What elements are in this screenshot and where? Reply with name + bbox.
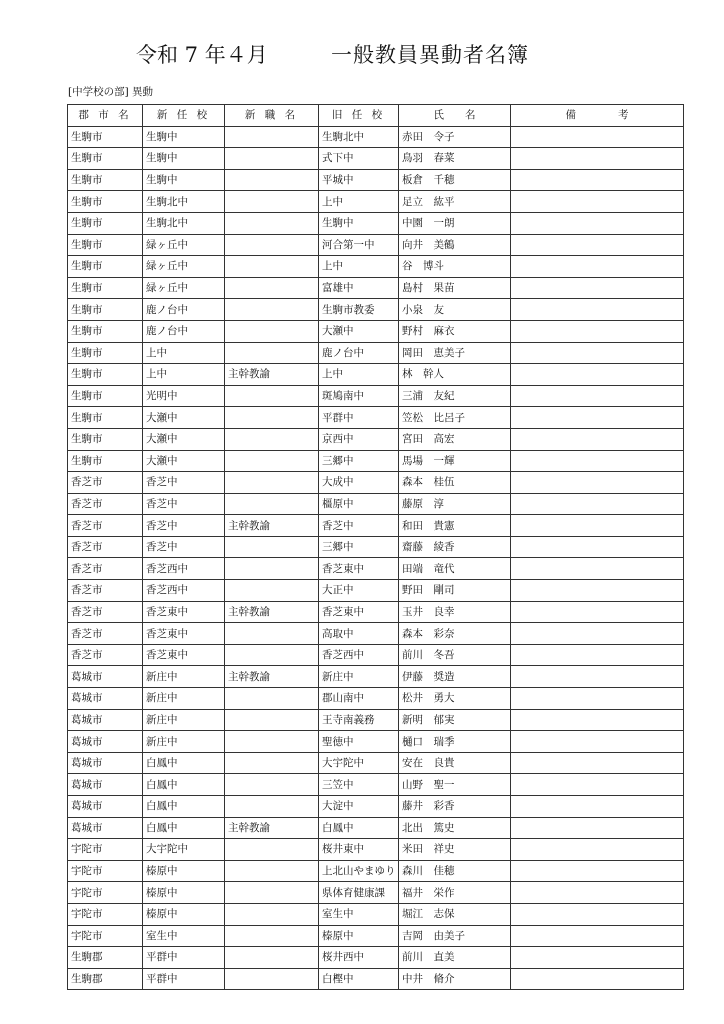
cell-new-school: 新庄中 [143, 709, 225, 731]
document-title [0, 38, 724, 72]
column-header-former-school: 旧 任 校 [319, 105, 399, 127]
cell-new-school: 上中 [143, 342, 225, 364]
cell-former-school: 白樫中 [319, 968, 399, 990]
cell-district: 香芝市 [68, 623, 143, 645]
cell-new-position [225, 644, 319, 666]
column-header-remarks: 備 考 [511, 105, 684, 127]
table-row [68, 493, 684, 515]
cell-district: 葛城市 [68, 666, 143, 688]
cell-new-position [225, 148, 319, 170]
cell-district: 生駒郡 [68, 968, 143, 990]
cell-name: 林 幹人 [399, 364, 511, 386]
cell-new-position [225, 450, 319, 472]
cell-new-school: 鹿ノ台中 [143, 320, 225, 342]
cell-new-school: 新庄中 [143, 666, 225, 688]
cell-remarks [511, 709, 684, 731]
cell-former-school: 桜井東中 [319, 839, 399, 861]
table-row [68, 148, 684, 170]
table-row [68, 709, 684, 731]
table-row [68, 882, 684, 904]
cell-new-school: 光明中 [143, 385, 225, 407]
cell-new-position [225, 774, 319, 796]
cell-new-school: 大瀬中 [143, 428, 225, 450]
cell-new-position: 主幹教諭 [225, 515, 319, 537]
column-header-new-position: 新 職 名 [225, 105, 319, 127]
cell-former-school: 式下中 [319, 148, 399, 170]
cell-remarks [511, 212, 684, 234]
cell-new-position [225, 752, 319, 774]
cell-new-position [225, 320, 319, 342]
table-row [68, 601, 684, 623]
table-header-row [68, 105, 684, 127]
table-row [68, 731, 684, 753]
cell-remarks [511, 342, 684, 364]
cell-remarks [511, 925, 684, 947]
cell-remarks [511, 774, 684, 796]
cell-remarks [511, 428, 684, 450]
table-row [68, 623, 684, 645]
cell-former-school: 榛原中 [319, 925, 399, 947]
cell-name: 笠松 比呂子 [399, 407, 511, 429]
cell-new-school: 新庄中 [143, 731, 225, 753]
cell-name: 山野 聖一 [399, 774, 511, 796]
cell-former-school: 大宇陀中 [319, 752, 399, 774]
cell-name: 松井 勇大 [399, 688, 511, 710]
cell-remarks [511, 450, 684, 472]
transfer-roster-table [67, 104, 684, 990]
cell-district: 生駒市 [68, 256, 143, 278]
cell-former-school: 平城中 [319, 169, 399, 191]
cell-new-position [225, 839, 319, 861]
cell-former-school: 高取中 [319, 623, 399, 645]
cell-district: 生駒郡 [68, 947, 143, 969]
cell-district: 宇陀市 [68, 882, 143, 904]
cell-new-position: 主幹教諭 [225, 666, 319, 688]
cell-remarks [511, 364, 684, 386]
table-body [68, 126, 684, 990]
cell-new-position: 主幹教諭 [225, 601, 319, 623]
cell-name: 吉岡 由美子 [399, 925, 511, 947]
cell-new-position [225, 342, 319, 364]
cell-new-position [225, 191, 319, 213]
table-row [68, 277, 684, 299]
cell-new-school: 白鳳中 [143, 774, 225, 796]
cell-district: 生駒市 [68, 364, 143, 386]
cell-remarks [511, 126, 684, 148]
cell-district: 宇陀市 [68, 925, 143, 947]
cell-new-school: 白鳳中 [143, 796, 225, 818]
cell-name: 北出 篤史 [399, 817, 511, 839]
table-row [68, 925, 684, 947]
cell-district: 生駒市 [68, 450, 143, 472]
cell-name: 安在 良貴 [399, 752, 511, 774]
cell-name: 中井 脩介 [399, 968, 511, 990]
cell-name: 野村 麻衣 [399, 320, 511, 342]
cell-remarks [511, 515, 684, 537]
cell-district: 生駒市 [68, 212, 143, 234]
cell-new-school: 香芝中 [143, 536, 225, 558]
cell-district: 葛城市 [68, 774, 143, 796]
cell-former-school: 大正中 [319, 580, 399, 602]
cell-new-position [225, 472, 319, 494]
cell-remarks [511, 558, 684, 580]
cell-former-school: 斑鳩南中 [319, 385, 399, 407]
table-row [68, 472, 684, 494]
cell-remarks [511, 839, 684, 861]
table-row [68, 234, 684, 256]
cell-new-school: 大瀬中 [143, 450, 225, 472]
cell-remarks [511, 968, 684, 990]
cell-remarks [511, 796, 684, 818]
cell-former-school: 富雄中 [319, 277, 399, 299]
cell-district: 宇陀市 [68, 839, 143, 861]
table-row [68, 947, 684, 969]
cell-new-school: 香芝東中 [143, 644, 225, 666]
cell-name: 前川 冬吾 [399, 644, 511, 666]
cell-name: 福井 栄作 [399, 882, 511, 904]
cell-name: 森川 佳穂 [399, 860, 511, 882]
cell-remarks [511, 385, 684, 407]
cell-district: 生駒市 [68, 407, 143, 429]
cell-name: 堀江 志保 [399, 903, 511, 925]
cell-former-school: 上中 [319, 256, 399, 278]
cell-district: 香芝市 [68, 644, 143, 666]
cell-new-position [225, 925, 319, 947]
cell-district: 香芝市 [68, 558, 143, 580]
table-row [68, 839, 684, 861]
cell-new-position [225, 558, 319, 580]
cell-remarks [511, 148, 684, 170]
cell-name: 米田 祥史 [399, 839, 511, 861]
cell-district: 生駒市 [68, 277, 143, 299]
cell-district: 香芝市 [68, 472, 143, 494]
cell-remarks [511, 299, 684, 321]
column-header-district: 郡 市 名 [68, 105, 143, 127]
table-row [68, 407, 684, 429]
cell-name: 藤原 淳 [399, 493, 511, 515]
cell-remarks [511, 234, 684, 256]
cell-new-school: 生駒中 [143, 169, 225, 191]
cell-new-school: 榛原中 [143, 903, 225, 925]
cell-remarks [511, 752, 684, 774]
cell-former-school: 桜井西中 [319, 947, 399, 969]
cell-new-school: 緑ヶ丘中 [143, 277, 225, 299]
cell-new-position [225, 688, 319, 710]
cell-former-school: 橿原中 [319, 493, 399, 515]
table-row [68, 212, 684, 234]
cell-former-school: 生駒市教委 [319, 299, 399, 321]
cell-new-position [225, 580, 319, 602]
cell-new-school: 新庄中 [143, 688, 225, 710]
cell-name: 藤井 彩香 [399, 796, 511, 818]
cell-former-school: 河合第一中 [319, 234, 399, 256]
table-row [68, 169, 684, 191]
cell-remarks [511, 947, 684, 969]
cell-former-school: 白鳳中 [319, 817, 399, 839]
cell-name: 和田 貴憲 [399, 515, 511, 537]
cell-district: 生駒市 [68, 299, 143, 321]
cell-name: 馬場 一輝 [399, 450, 511, 472]
cell-district: 宇陀市 [68, 860, 143, 882]
table-row [68, 796, 684, 818]
cell-district: 宇陀市 [68, 903, 143, 925]
cell-name: 前川 直美 [399, 947, 511, 969]
cell-new-position [225, 493, 319, 515]
cell-district: 香芝市 [68, 515, 143, 537]
table-row [68, 688, 684, 710]
cell-name: 小泉 友 [399, 299, 511, 321]
cell-new-position: 主幹教諭 [225, 817, 319, 839]
table-row [68, 515, 684, 537]
table-row [68, 666, 684, 688]
table-row [68, 968, 684, 990]
cell-new-school: 大瀬中 [143, 407, 225, 429]
cell-former-school: 県体育健康課 [319, 882, 399, 904]
table-row [68, 644, 684, 666]
cell-new-school: 生駒北中 [143, 212, 225, 234]
cell-former-school: 三郷中 [319, 450, 399, 472]
cell-new-position [225, 256, 319, 278]
cell-former-school: 三笠中 [319, 774, 399, 796]
cell-new-school: 香芝中 [143, 472, 225, 494]
cell-remarks [511, 623, 684, 645]
table-row [68, 752, 684, 774]
cell-district: 葛城市 [68, 688, 143, 710]
cell-former-school: 香芝西中 [319, 644, 399, 666]
cell-name: 赤田 令子 [399, 126, 511, 148]
cell-former-school: 郡山南中 [319, 688, 399, 710]
cell-new-position [225, 277, 319, 299]
column-header-new-school: 新 任 校 [143, 105, 225, 127]
cell-former-school: 室生中 [319, 903, 399, 925]
cell-remarks [511, 472, 684, 494]
table-row [68, 860, 684, 882]
cell-new-school: 平群中 [143, 968, 225, 990]
cell-remarks [511, 191, 684, 213]
cell-remarks [511, 817, 684, 839]
cell-name: 齋藤 綾香 [399, 536, 511, 558]
cell-remarks [511, 903, 684, 925]
cell-former-school: 大瀬中 [319, 320, 399, 342]
cell-former-school: 上北山やまゆり [319, 860, 399, 882]
cell-name: 岡田 恵美子 [399, 342, 511, 364]
cell-remarks [511, 536, 684, 558]
cell-new-school: 白鳳中 [143, 817, 225, 839]
cell-district: 生駒市 [68, 385, 143, 407]
cell-remarks [511, 277, 684, 299]
cell-former-school: 王寺南義務 [319, 709, 399, 731]
cell-remarks [511, 882, 684, 904]
cell-former-school: 香芝東中 [319, 601, 399, 623]
cell-district: 生駒市 [68, 148, 143, 170]
cell-district: 生駒市 [68, 191, 143, 213]
cell-name: 中園 一朗 [399, 212, 511, 234]
cell-new-school: 大宇陀中 [143, 839, 225, 861]
cell-new-position [225, 903, 319, 925]
cell-name: 板倉 千穂 [399, 169, 511, 191]
cell-new-school: 香芝西中 [143, 558, 225, 580]
cell-former-school: 大淀中 [319, 796, 399, 818]
cell-new-school: 香芝西中 [143, 580, 225, 602]
table-row [68, 428, 684, 450]
cell-remarks [511, 169, 684, 191]
cell-former-school: 平群中 [319, 407, 399, 429]
table-row [68, 342, 684, 364]
cell-name: 野田 剛司 [399, 580, 511, 602]
table-row [68, 364, 684, 386]
cell-district: 生駒市 [68, 342, 143, 364]
cell-name: 玉井 良幸 [399, 601, 511, 623]
table-row [68, 817, 684, 839]
cell-remarks [511, 666, 684, 688]
cell-former-school: 生駒中 [319, 212, 399, 234]
cell-new-position [225, 212, 319, 234]
cell-new-position: 主幹教諭 [225, 364, 319, 386]
cell-district: 生駒市 [68, 320, 143, 342]
cell-district: 香芝市 [68, 536, 143, 558]
cell-name: 三浦 友紀 [399, 385, 511, 407]
cell-new-position [225, 169, 319, 191]
cell-former-school: 香芝中 [319, 515, 399, 537]
table-row [68, 191, 684, 213]
cell-name: 向井 美鶴 [399, 234, 511, 256]
cell-remarks [511, 860, 684, 882]
cell-remarks [511, 731, 684, 753]
title-date: 令和 7 年４月 [136, 43, 268, 67]
table-row [68, 320, 684, 342]
cell-new-school: 香芝東中 [143, 623, 225, 645]
cell-new-school: 上中 [143, 364, 225, 386]
cell-new-position [225, 299, 319, 321]
cell-former-school: 生駒北中 [319, 126, 399, 148]
cell-new-school: 榛原中 [143, 860, 225, 882]
cell-new-position [225, 882, 319, 904]
cell-new-position [225, 731, 319, 753]
table-row [68, 903, 684, 925]
cell-name: 田端 竜代 [399, 558, 511, 580]
cell-new-school: 香芝中 [143, 493, 225, 515]
cell-new-school: 生駒中 [143, 126, 225, 148]
cell-new-school: 白鳳中 [143, 752, 225, 774]
table-row [68, 299, 684, 321]
cell-remarks [511, 320, 684, 342]
cell-name: 森本 桂伍 [399, 472, 511, 494]
table-row [68, 126, 684, 148]
cell-district: 香芝市 [68, 580, 143, 602]
cell-former-school: 京西中 [319, 428, 399, 450]
cell-name: 宮田 高宏 [399, 428, 511, 450]
cell-name: 谷 博斗 [399, 256, 511, 278]
cell-name: 鳥羽 春菜 [399, 148, 511, 170]
cell-district: 葛城市 [68, 752, 143, 774]
table-row [68, 385, 684, 407]
table-row [68, 558, 684, 580]
cell-new-position [225, 947, 319, 969]
cell-new-position [225, 428, 319, 450]
cell-district: 葛城市 [68, 731, 143, 753]
cell-new-position [225, 126, 319, 148]
cell-remarks [511, 407, 684, 429]
cell-new-school: 香芝東中 [143, 601, 225, 623]
table-row [68, 580, 684, 602]
cell-name: 島村 果苗 [399, 277, 511, 299]
cell-new-position [225, 709, 319, 731]
cell-remarks [511, 256, 684, 278]
cell-remarks [511, 688, 684, 710]
cell-new-position [225, 860, 319, 882]
cell-new-school: 緑ヶ丘中 [143, 256, 225, 278]
cell-new-school: 平群中 [143, 947, 225, 969]
cell-new-school: 緑ヶ丘中 [143, 234, 225, 256]
title-heading: 一般教員異動者名簿 [331, 43, 529, 67]
table-row [68, 256, 684, 278]
cell-name: 新明 郁実 [399, 709, 511, 731]
section-label: [中学校の部] 異動 [68, 86, 154, 98]
column-header-name: 氏 名 [399, 105, 511, 127]
cell-district: 葛城市 [68, 709, 143, 731]
cell-name: 森本 彩奈 [399, 623, 511, 645]
table-row [68, 536, 684, 558]
cell-new-school: 室生中 [143, 925, 225, 947]
cell-name: 樋口 瑞季 [399, 731, 511, 753]
cell-district: 生駒市 [68, 169, 143, 191]
cell-remarks [511, 580, 684, 602]
table-row [68, 450, 684, 472]
cell-former-school: 鹿ノ台中 [319, 342, 399, 364]
cell-new-school: 生駒中 [143, 148, 225, 170]
cell-district: 葛城市 [68, 817, 143, 839]
cell-former-school: 香芝東中 [319, 558, 399, 580]
cell-former-school: 新庄中 [319, 666, 399, 688]
cell-new-school: 生駒北中 [143, 191, 225, 213]
cell-remarks [511, 601, 684, 623]
cell-former-school: 三郷中 [319, 536, 399, 558]
cell-remarks [511, 493, 684, 515]
cell-district: 生駒市 [68, 126, 143, 148]
cell-former-school: 聖徳中 [319, 731, 399, 753]
cell-new-position [225, 796, 319, 818]
cell-district: 生駒市 [68, 428, 143, 450]
cell-new-position [225, 968, 319, 990]
cell-new-position [225, 407, 319, 429]
cell-former-school: 大成中 [319, 472, 399, 494]
table-row [68, 774, 684, 796]
cell-district: 香芝市 [68, 493, 143, 515]
cell-former-school: 上中 [319, 364, 399, 386]
cell-new-position [225, 536, 319, 558]
cell-remarks [511, 644, 684, 666]
cell-name: 伊藤 奨造 [399, 666, 511, 688]
cell-new-position [225, 385, 319, 407]
cell-new-position [225, 623, 319, 645]
cell-new-school: 鹿ノ台中 [143, 299, 225, 321]
cell-new-school: 香芝中 [143, 515, 225, 537]
cell-new-school: 榛原中 [143, 882, 225, 904]
cell-district: 葛城市 [68, 796, 143, 818]
cell-district: 香芝市 [68, 601, 143, 623]
cell-former-school: 上中 [319, 191, 399, 213]
cell-new-position [225, 234, 319, 256]
cell-name: 足立 紘平 [399, 191, 511, 213]
cell-district: 生駒市 [68, 234, 143, 256]
